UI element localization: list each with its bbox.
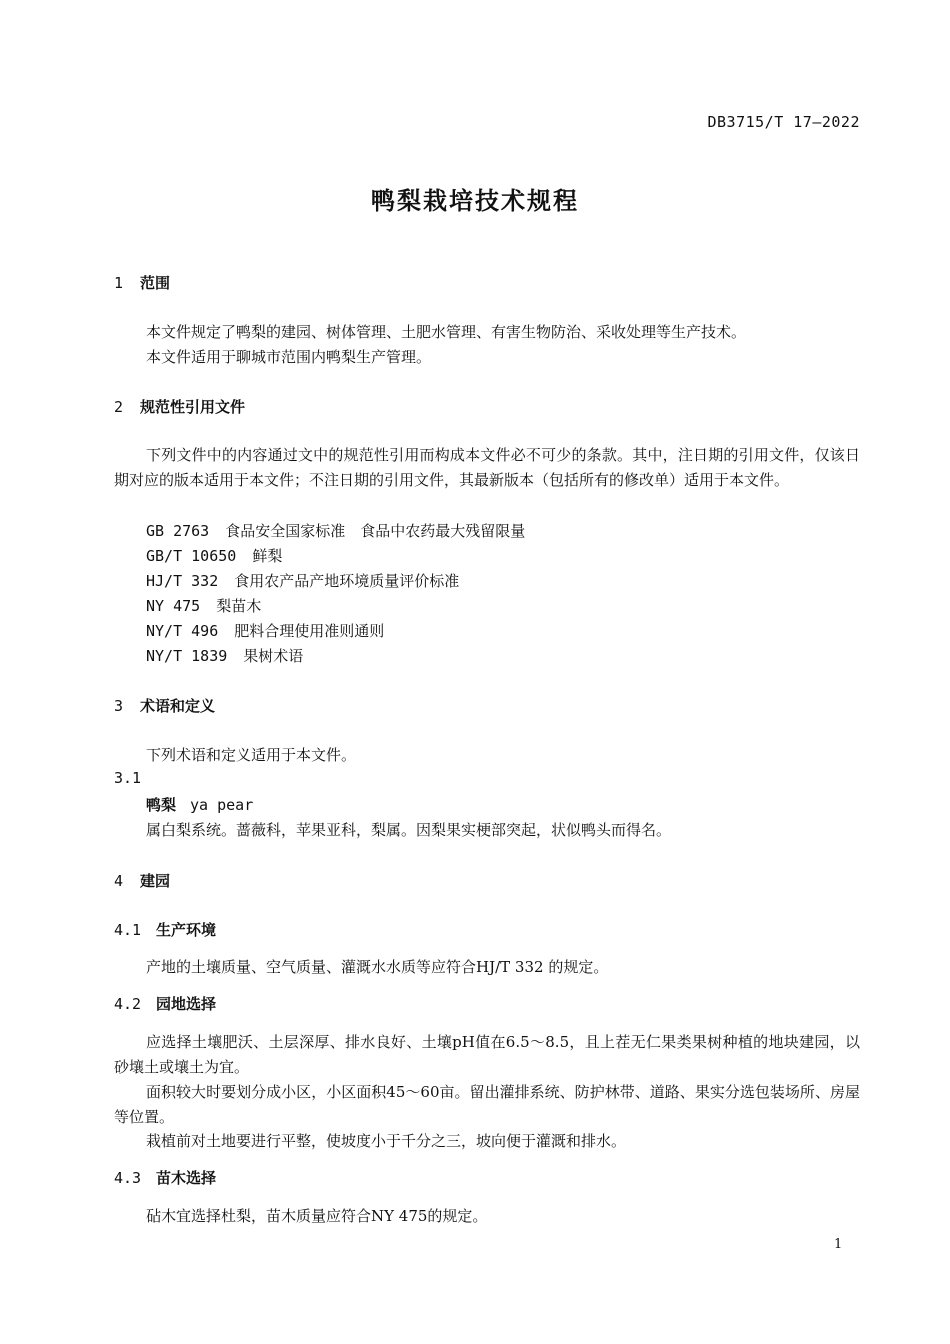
- reference-title: 肥料合理使用准则通则: [234, 622, 385, 640]
- section-number: 1: [114, 274, 124, 292]
- reference-title: 食用农产品产地环境质量评价标准: [234, 572, 460, 590]
- reference-item: [146, 595, 261, 616]
- subsection-4-2-paragraph: 应选择土壤肥沃、土层深厚、排水良好、土壤pH值在6.5～8.5，且上茬无仁果类果树种植的地块建园，以砂壤土或壤土为宜。: [114, 1033, 860, 1076]
- section-3-heading: [114, 695, 215, 716]
- term-number: 3.1: [114, 769, 142, 787]
- section-2-intro: 下列文件中的内容通过文中的规范性引用而构成本文件必不可少的条款。其中，注日期的引用文件，仅该日期对应的版本适用于本文件；不注日期的引用文件，其最新版本（包括所有的修改单）适用于本文件。: [114, 446, 860, 489]
- section-number: 3: [114, 697, 124, 715]
- reference-item: [146, 645, 303, 666]
- subsection-4-2-paragraph: 栽植前对土地要进行平整，使坡度小于千分之三，坡向便于灌溉和排水。: [146, 1132, 627, 1150]
- reference-code: GB 2763: [146, 522, 210, 540]
- subsection-title: 生产环境: [156, 921, 217, 939]
- section-1-heading: [114, 272, 170, 293]
- section-3-intro: 下列术语和定义适用于本文件。: [146, 746, 357, 764]
- reference-title: 果树术语: [243, 647, 304, 665]
- subsection-4-2-heading: [114, 993, 216, 1014]
- term-en: ya pear: [190, 796, 254, 814]
- term-definition: 属白梨系统。蔷薇科，苹果亚科，梨属。因梨果实梗部突起，状似鸭头而得名。: [146, 821, 672, 839]
- section-2-heading: [114, 396, 245, 417]
- section-title: 建园: [140, 872, 171, 890]
- reference-code: NY 475: [146, 597, 201, 615]
- subsection-title: 园地选择: [156, 995, 217, 1013]
- page-number: 1: [834, 1237, 843, 1252]
- subsection-4-3-text: 砧木宜选择杜梨，苗木质量应符合NY 475的规定。: [146, 1207, 488, 1225]
- reference-code: NY/T 496: [146, 622, 219, 640]
- reference-item: [146, 545, 282, 566]
- section-number: 2: [114, 398, 124, 416]
- reference-code: HJ/T 332: [146, 572, 219, 590]
- reference-title: 鲜梨: [252, 547, 283, 565]
- section-title: 术语和定义: [140, 697, 216, 715]
- reference-code: GB/T 10650: [146, 547, 237, 565]
- subsection-title: 苗木选择: [156, 1169, 217, 1187]
- reference-item: [146, 620, 384, 641]
- term-entry: [146, 794, 253, 815]
- subsection-4-1-heading: [114, 919, 216, 940]
- section-title: 范围: [140, 274, 171, 292]
- subsection-4-3-heading: [114, 1167, 216, 1188]
- document-title: 鸭梨栽培技术规程: [371, 187, 579, 215]
- subsection-number: 4.3: [114, 1169, 142, 1187]
- subsection-number: 4.1: [114, 921, 142, 939]
- reference-code: NY/T 1839: [146, 647, 228, 665]
- reference-title: 食品安全国家标准 食品中农药最大残留限量: [225, 522, 526, 540]
- section-1-paragraph: 本文件适用于聊城市范围内鸭梨生产管理。: [146, 348, 432, 366]
- document-code: DB3715/T 17—2022: [707, 113, 860, 131]
- subsection-4-1-text: 产地的土壤质量、空气质量、灌溉水水质等应符合HJ/T 332 的规定。: [146, 958, 609, 976]
- reference-item: [146, 570, 459, 591]
- section-number: 4: [114, 872, 124, 890]
- reference-item: [146, 520, 525, 541]
- subsection-4-2-paragraph: 面积较大时要划分成小区，小区面积45～60亩。留出灌排系统、防护林带、道路、果实分选包装场所、房屋等位置。: [114, 1083, 860, 1126]
- term-zh: 鸭梨: [146, 796, 177, 814]
- subsection-number: 4.2: [114, 995, 142, 1013]
- section-4-heading: [114, 870, 170, 891]
- reference-title: 梨苗木: [216, 597, 262, 615]
- section-1-paragraph: 本文件规定了鸭梨的建园、树体管理、土肥水管理、有害生物防治、采收处理等生产技术。: [146, 323, 747, 341]
- section-title: 规范性引用文件: [140, 398, 246, 416]
